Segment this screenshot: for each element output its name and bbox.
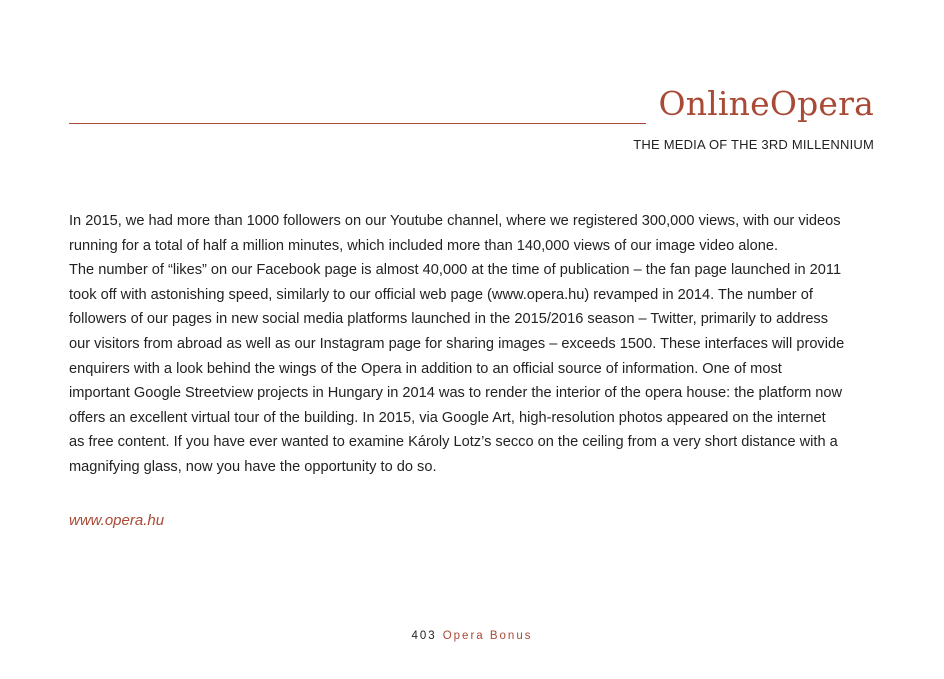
page-title: OnlineOpera (658, 84, 874, 123)
body-line: took off with astonishing speed, similarly to our official web page (www.opera.hu) revamped in 2014. The number of (69, 286, 813, 303)
body-line: followers of our pages in new social media platforms launched in the 2015/2016 season – Twitter, primarily to address (69, 311, 829, 328)
body-line: our visitors from abroad as well as our Instagram page for sharing images – exceeds 1500. These interfaces will provide (69, 335, 845, 352)
website-link[interactable]: www.opera.hu (69, 512, 165, 529)
section-name: Opera Bonus (442, 630, 533, 642)
body-line: enquirers with a look behind the wings of the Opera in addition to an official source of information. One of most (69, 360, 782, 377)
body-line: important Google Streetview projects in Hungary in 2014 was to render the interior of the opera house: the platform now (69, 385, 843, 402)
body-line: The number of “likes” on our Facebook page is almost 40,000 at the time of publication – the fan page launched in 2011 (69, 262, 842, 279)
body-line: running for a total of half a million minutes, which included more than 140,000 views of our image video alone. (69, 237, 779, 254)
body-line: as free content. If you have ever wanted to examine Károly Lotz’s secco on the ceiling from a very short distance with a (69, 434, 838, 451)
header-rule (69, 123, 646, 124)
body-paragraph (69, 209, 869, 480)
page-number: 403 (411, 630, 437, 642)
body-line: magnifying glass, now you have the opportunity to do so. (69, 458, 437, 475)
page-subtitle: THE MEDIA OF THE 3RD MILLENNIUM (633, 137, 874, 152)
body-line: offers an excellent virtual tour of the building. In 2015, via Google Art, high-resolution photos appeared on the internet (69, 409, 826, 426)
page-footer (0, 628, 944, 644)
body-line: In 2015, we had more than 1000 followers on our Youtube channel, where we registered 300,000 views, with our videos (69, 213, 841, 229)
